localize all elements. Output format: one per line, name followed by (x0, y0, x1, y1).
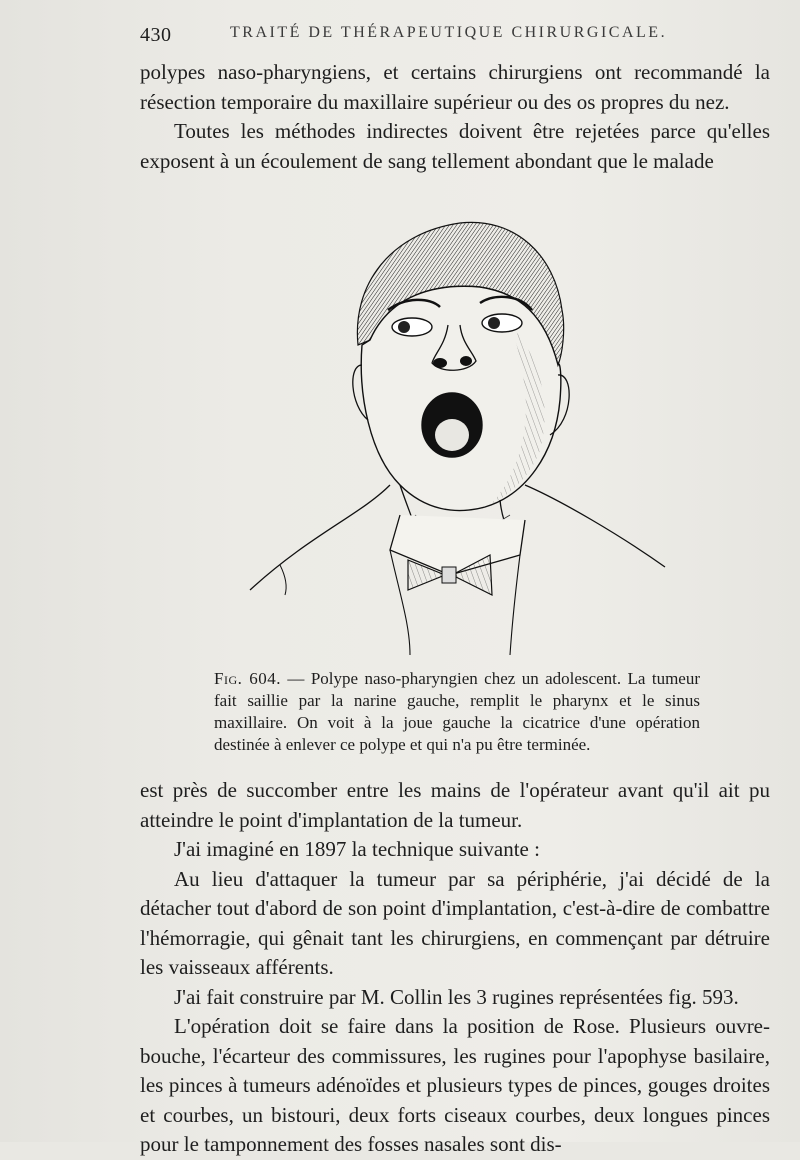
bow-tie-knot (442, 567, 456, 583)
left-nostril (433, 358, 447, 368)
page-number: 430 (140, 24, 172, 46)
right-shoulder (525, 485, 665, 567)
paragraph: J'ai fait construire par M. Collin les 3 rugines représentées fig. 593. (174, 984, 739, 1009)
right-nostril (460, 356, 472, 366)
figure-label: Fig. 604. (214, 669, 282, 688)
paragraph: Au lieu d'attaquer la tumeur par sa périphérie, j'ai décidé de la détacher tout d'abord de son point d'implantation, c'est-à-dire de combattre l'hémorragie, qui gênait tant les chirurgiens, en commençant par détruire les vaisseaux afférents. (140, 866, 770, 979)
paragraph: L'opération doit se faire dans la position de Rose. Plusieurs ouvre-bouche, l'écarteur des commissures, les rugines pour l'apophyse basilaire, les pinces à tumeurs adénoïdes et plusieurs types de pinces, gouges droites et courbes, un bistouri, deux forts ciseaux courbes, deux longues pinces pour le tamponnement des fosses nasales sont dis- (140, 1014, 770, 1156)
paragraph: J'ai imaginé en 1897 la technique suivante : (174, 837, 540, 861)
running-title: TRAITÉ DE THÉRAPEUTIQUE CHIRURGICALE. (230, 24, 668, 41)
engraving-boy-portrait (240, 215, 680, 660)
jacket-fold (280, 565, 286, 595)
page-header (140, 20, 780, 50)
paragraph: est près de succomber entre les mains de l'opérateur avant qu'il ait pu atteindre le point d'implantation de la tumeur. (140, 778, 770, 832)
caption-text: — Polype naso-pharyngien chez un adolescent. La tumeur fait saillie par la narine gauche, remplit le pharynx et le sinus maxillaire. On voit à la joue gauche la cicatrice d'une opération destinée à enlever ce polype et qui n'a pu être terminée. (214, 669, 701, 754)
figure-illustration (240, 215, 680, 660)
text-block-top (140, 58, 770, 176)
left-shoulder (250, 485, 390, 590)
paragraph: polypes naso-pharyngiens, et certains chirurgiens ont recommandé la résection temporaire du maxillaire supérieur ou des os propres du nez. (140, 60, 770, 114)
left-pupil (398, 321, 410, 333)
tongue (435, 419, 469, 451)
figure-caption (214, 668, 700, 756)
text-block-bottom (140, 776, 770, 1160)
paragraph: Toutes les méthodes indirectes doivent être rejetées parce qu'elles exposent à un écoulement de sang tellement abondant que le malade (140, 119, 770, 173)
right-pupil (488, 317, 500, 329)
